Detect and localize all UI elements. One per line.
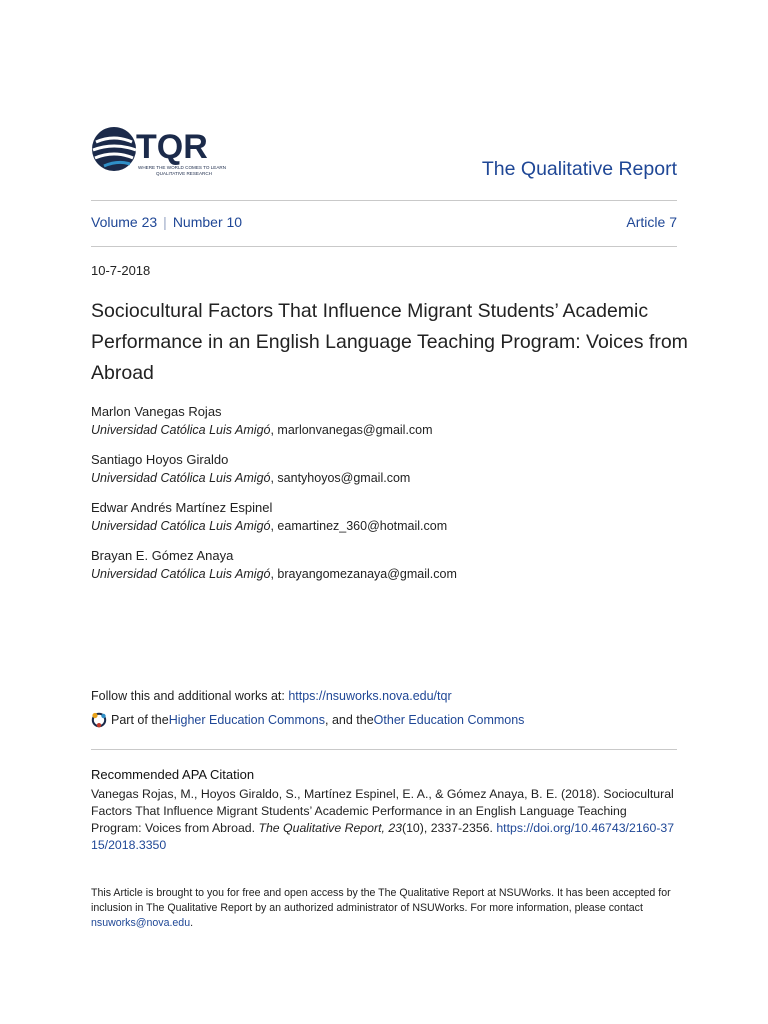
author-block (91, 452, 691, 486)
author-affiliation (91, 470, 691, 486)
part-of-prefix: Part of the (111, 713, 169, 727)
author-block (91, 404, 691, 438)
article-title: Sociocultural Factors That Influence Migrant Students’ Academic Performance in an English Language Teaching Program: Voices from Abroad (91, 300, 688, 384)
citation-journal: The Qualitative Report, 23 (258, 821, 402, 835)
access-notice-text: This Article is brought to you for free and open access by the The Qualitative Report at NSUWorks. It has been accepted for inclusion in The Qualitative Report by an authorized administrator of NSUWorks. For more information, please contact (91, 887, 671, 914)
citation-issue-pages: (10), 2337-2356. (402, 821, 497, 835)
repository-link[interactable]: https://nsuworks.nova.edu/tqr (288, 689, 452, 703)
commons-network-icon (91, 712, 107, 728)
affiliation-name: Universidad Católica Luis Amigó (91, 423, 271, 437)
divider (91, 246, 677, 247)
divider (91, 749, 677, 750)
author-affiliation (91, 422, 691, 438)
logo-wordmark: TQR (136, 128, 208, 166)
author-name: Edwar Andrés Martínez Espinel (91, 500, 273, 515)
divider (91, 200, 677, 201)
follow-line (91, 689, 452, 703)
author-affiliation (91, 518, 691, 534)
citation-heading: Recommended APA Citation (91, 767, 255, 782)
access-notice (91, 886, 677, 931)
affiliation-name: Universidad Católica Luis Amigó (91, 471, 271, 485)
publication-date: 10-7-2018 (91, 263, 151, 278)
journal-title-link[interactable]: The Qualitative Report (481, 158, 677, 180)
author-name: Marlon Vanegas Rojas (91, 404, 222, 419)
follow-text: Follow this and additional works at: (91, 689, 289, 703)
author-block (91, 548, 691, 582)
author-email: , brayangomezanaya@gmail.com (270, 567, 457, 581)
volume-link[interactable]: Volume 23 (91, 214, 158, 230)
part-of-line (91, 712, 524, 728)
number-link[interactable]: Number 10 (172, 214, 243, 230)
issue-line (91, 214, 242, 230)
author-email: , eamartinez_360@hotmail.com (270, 519, 448, 533)
author-block (91, 500, 691, 534)
author-name: Brayan E. Gómez Anaya (91, 548, 234, 563)
part-of-middle: , and the (325, 713, 374, 727)
contact-email-link[interactable]: nsuworks@nova.edu (91, 917, 191, 929)
author-affiliation (91, 566, 691, 582)
issue-separator: | (163, 214, 167, 230)
citation-body: Vanegas Rojas, M., Hoyos Giraldo, S., Martínez Espinel, E. A., & Gómez Anaya, B. E. (2018). Sociocultural Factors That Influence Migrant Students’ Academic Performance in an English Language Teaching Program: Voices from Abroad. (91, 787, 674, 835)
logo-tagline-2: QUALITATIVE RESEARCH (156, 171, 212, 176)
affiliation-name: Universidad Católica Luis Amigó (91, 519, 271, 533)
author-email: , santyhoyos@gmail.com (270, 471, 411, 485)
tqr-logo[interactable] (90, 122, 240, 178)
doi-link[interactable]: https://doi.org/10.46743/2160-3715/2018.3350 (91, 821, 675, 852)
citation-text (91, 786, 677, 854)
logo-tagline-1: WHERE THE WORLD COMES TO LEARN (138, 165, 227, 170)
author-name: Santiago Hoyos Giraldo (91, 452, 229, 467)
higher-education-commons-link[interactable]: Higher Education Commons (168, 713, 326, 727)
other-education-commons-link[interactable]: Other Education Commons (373, 713, 525, 727)
access-notice-end: . (190, 917, 194, 929)
affiliation-name: Universidad Católica Luis Amigó (91, 567, 271, 581)
article-link[interactable]: Article 7 (626, 214, 677, 230)
author-email: , marlonvanegas@gmail.com (270, 423, 433, 437)
